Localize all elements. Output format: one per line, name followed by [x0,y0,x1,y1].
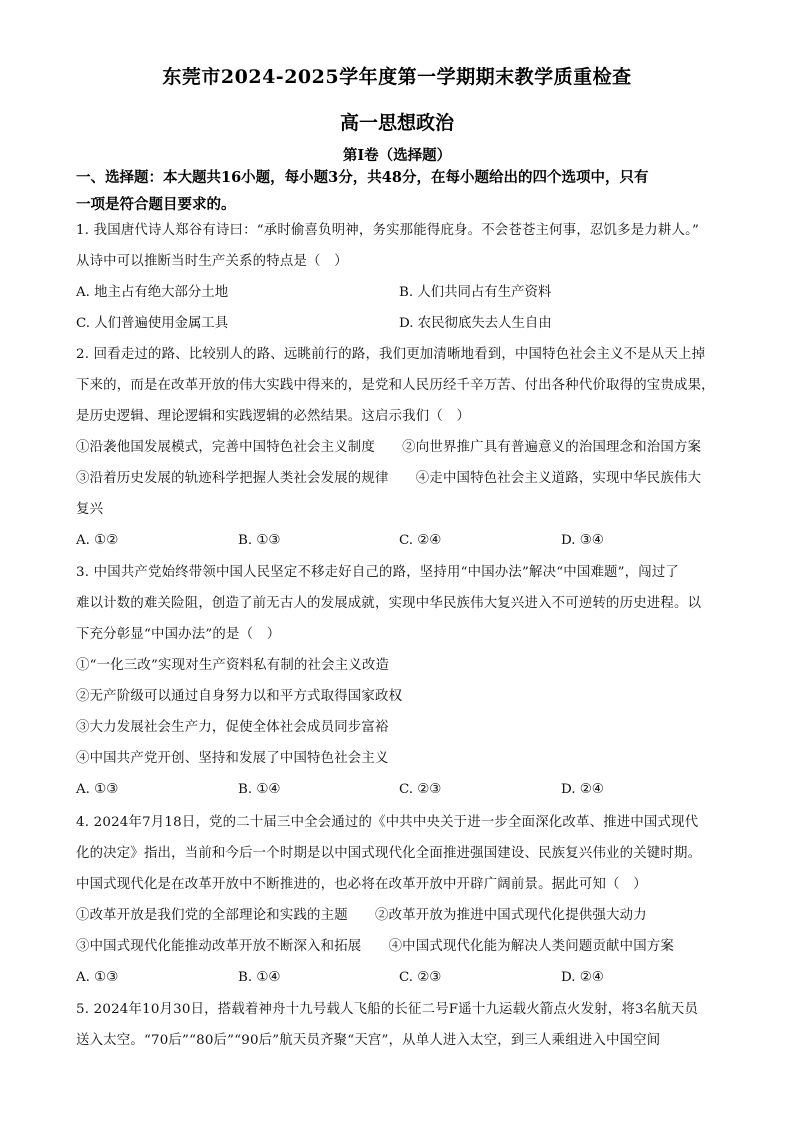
q1-stem-line-2: 从诗中可以推断当时生产关系的特点是（ ） [76,254,348,269]
q3-stem-line-1: 3. 中国共产党始终带领中国人民坚定不移走好自己的路，坚持用“中国办法”解决“中国难题”，闯过了 [76,565,680,580]
q2-statement-line-1: ①沿袭他国发展模式，完善中国特色社会主义制度 ②向世界推广具有普遍意义的治国理念和治国方案 [76,440,702,455]
section-line-2: 一项是符合题目要求的。 [76,196,236,213]
q3-stem-line-2: 难以计数的难关险阻，创造了前无古人的发展成就，实现中华民族伟大复兴进入不可逆转的历史进程。以 [76,596,702,611]
section-line-1: 一、选择题：本大题共16小题，每小题3分，共48分，在每小题给出的四个选项中，只有 [76,169,649,186]
q3-statement-2: ②无产阶级可以通过自身努力以和平方式取得国家政权 [76,689,403,704]
q2-statement-line-2: ③沿着历史发展的轨迹科学把握人类社会发展的规律 ④走中国特色社会主义道路，实现中华民族伟大 [76,471,702,486]
q2-stem-line-3: 是历史逻辑、理论逻辑和实践逻辑的必然结果。这启示我们（ ） [76,409,471,424]
q1-option-d: D. 农民彻底失去人生自由 [399,316,552,331]
subject-title: 高一思想政治 [339,112,454,134]
q2-option-b: B. ①③ [238,533,281,548]
volume-title: 第Ⅰ卷（选择题） [342,147,452,164]
q4-option-d: D. ②④ [561,970,604,985]
q1-option-b: B. 人们共同占有生产资料 [399,285,552,300]
q2-option-c: C. ②④ [399,533,442,548]
q3-option-b: B. ①④ [238,782,281,797]
exam-title: 东莞市2024-2025学年度第一学期期末教学质重检查 [162,66,632,88]
q4-stem-line-3: 中国式现代化是在改革开放中不断推进的，也必将在改革开放中开辟广阔前景。据此可知（ ） [76,877,647,892]
q2-stem-line-2: 下来的，而是在改革开放的伟大实践中得来的，是党和人民历经千辛万苦、付出各种代价取得的宝贵成果， [76,378,715,393]
q3-statement-1: ①“一化三改”实现对生产资料私有制的社会主义改造 [76,658,390,673]
q4-statement-line-2: ③中国式现代化能推动改革开放不断深入和拓展 ④中国式现代化能为解决人类问题贡献中国方案 [76,939,674,954]
q1-stem-line-1: 1. 我国唐代诗人郑谷有诗曰：“承时偷喜负明神，务实那能得庇身。不会苍苍主何事，忍饥多是力耕人。” [76,223,700,238]
q4-stem-line-1: 4. 2024年7月18日，党的二十届三中全会通过的《中共中央关于进一步全面深化改革、推进中国式现代 [76,815,699,830]
q3-statement-4: ④中国共产党开创、坚持和发展了中国特色社会主义 [76,751,389,766]
q1-option-a: A. 地主占有绝大部分土地 [76,285,229,300]
q4-statement-line-1: ①改革开放是我们党的全部理论和实践的主题 ②改革开放为推进中国式现代化提供强大动力 [76,908,647,923]
q2-option-d: D. ③④ [561,533,604,548]
q4-stem-line-2: 化的决定》指出，当前和今后一个时期是以中国式现代化全面推进强国建设、民族复兴伟业的关键时期。 [76,846,702,861]
q4-option-c: C. ②③ [399,970,442,985]
q4-option-a: A. ①③ [76,970,119,985]
q4-option-b: B. ①④ [238,970,281,985]
q3-stem-line-3: 下充分彰显“中国办法”的是（ ） [76,627,281,642]
q3-option-a: A. ①③ [76,782,119,797]
q3-option-d: D. ②④ [561,782,604,797]
q2-statement-line-3: 复兴 [76,502,104,517]
q5-stem-line-1: 5. 2024年10月30日，搭载着神舟十九号载人飞船的长征二号F遥十九运载火箭点火发射，将3名航天员 [76,1002,699,1017]
q1-option-c: C. 人们普遍使用金属工具 [76,316,229,331]
q2-stem-line-1: 2. 回看走过的路、比较别人的路、远眺前行的路，我们更加清晰地看到，中国特色社会主义不是从天上掉 [76,347,706,362]
q3-option-c: C. ②③ [399,782,442,797]
q5-stem-line-2: 送入太空。“70后”“80后”“90后”航天员齐聚“天宫”，从单人进入太空，到三人乘组进入中国空间 [76,1033,661,1048]
q3-statement-3: ③大力发展社会生产力，促使全体社会成员同步富裕 [76,720,389,735]
q2-option-a: A. ①② [76,533,119,548]
section-instructions [76,164,726,218]
